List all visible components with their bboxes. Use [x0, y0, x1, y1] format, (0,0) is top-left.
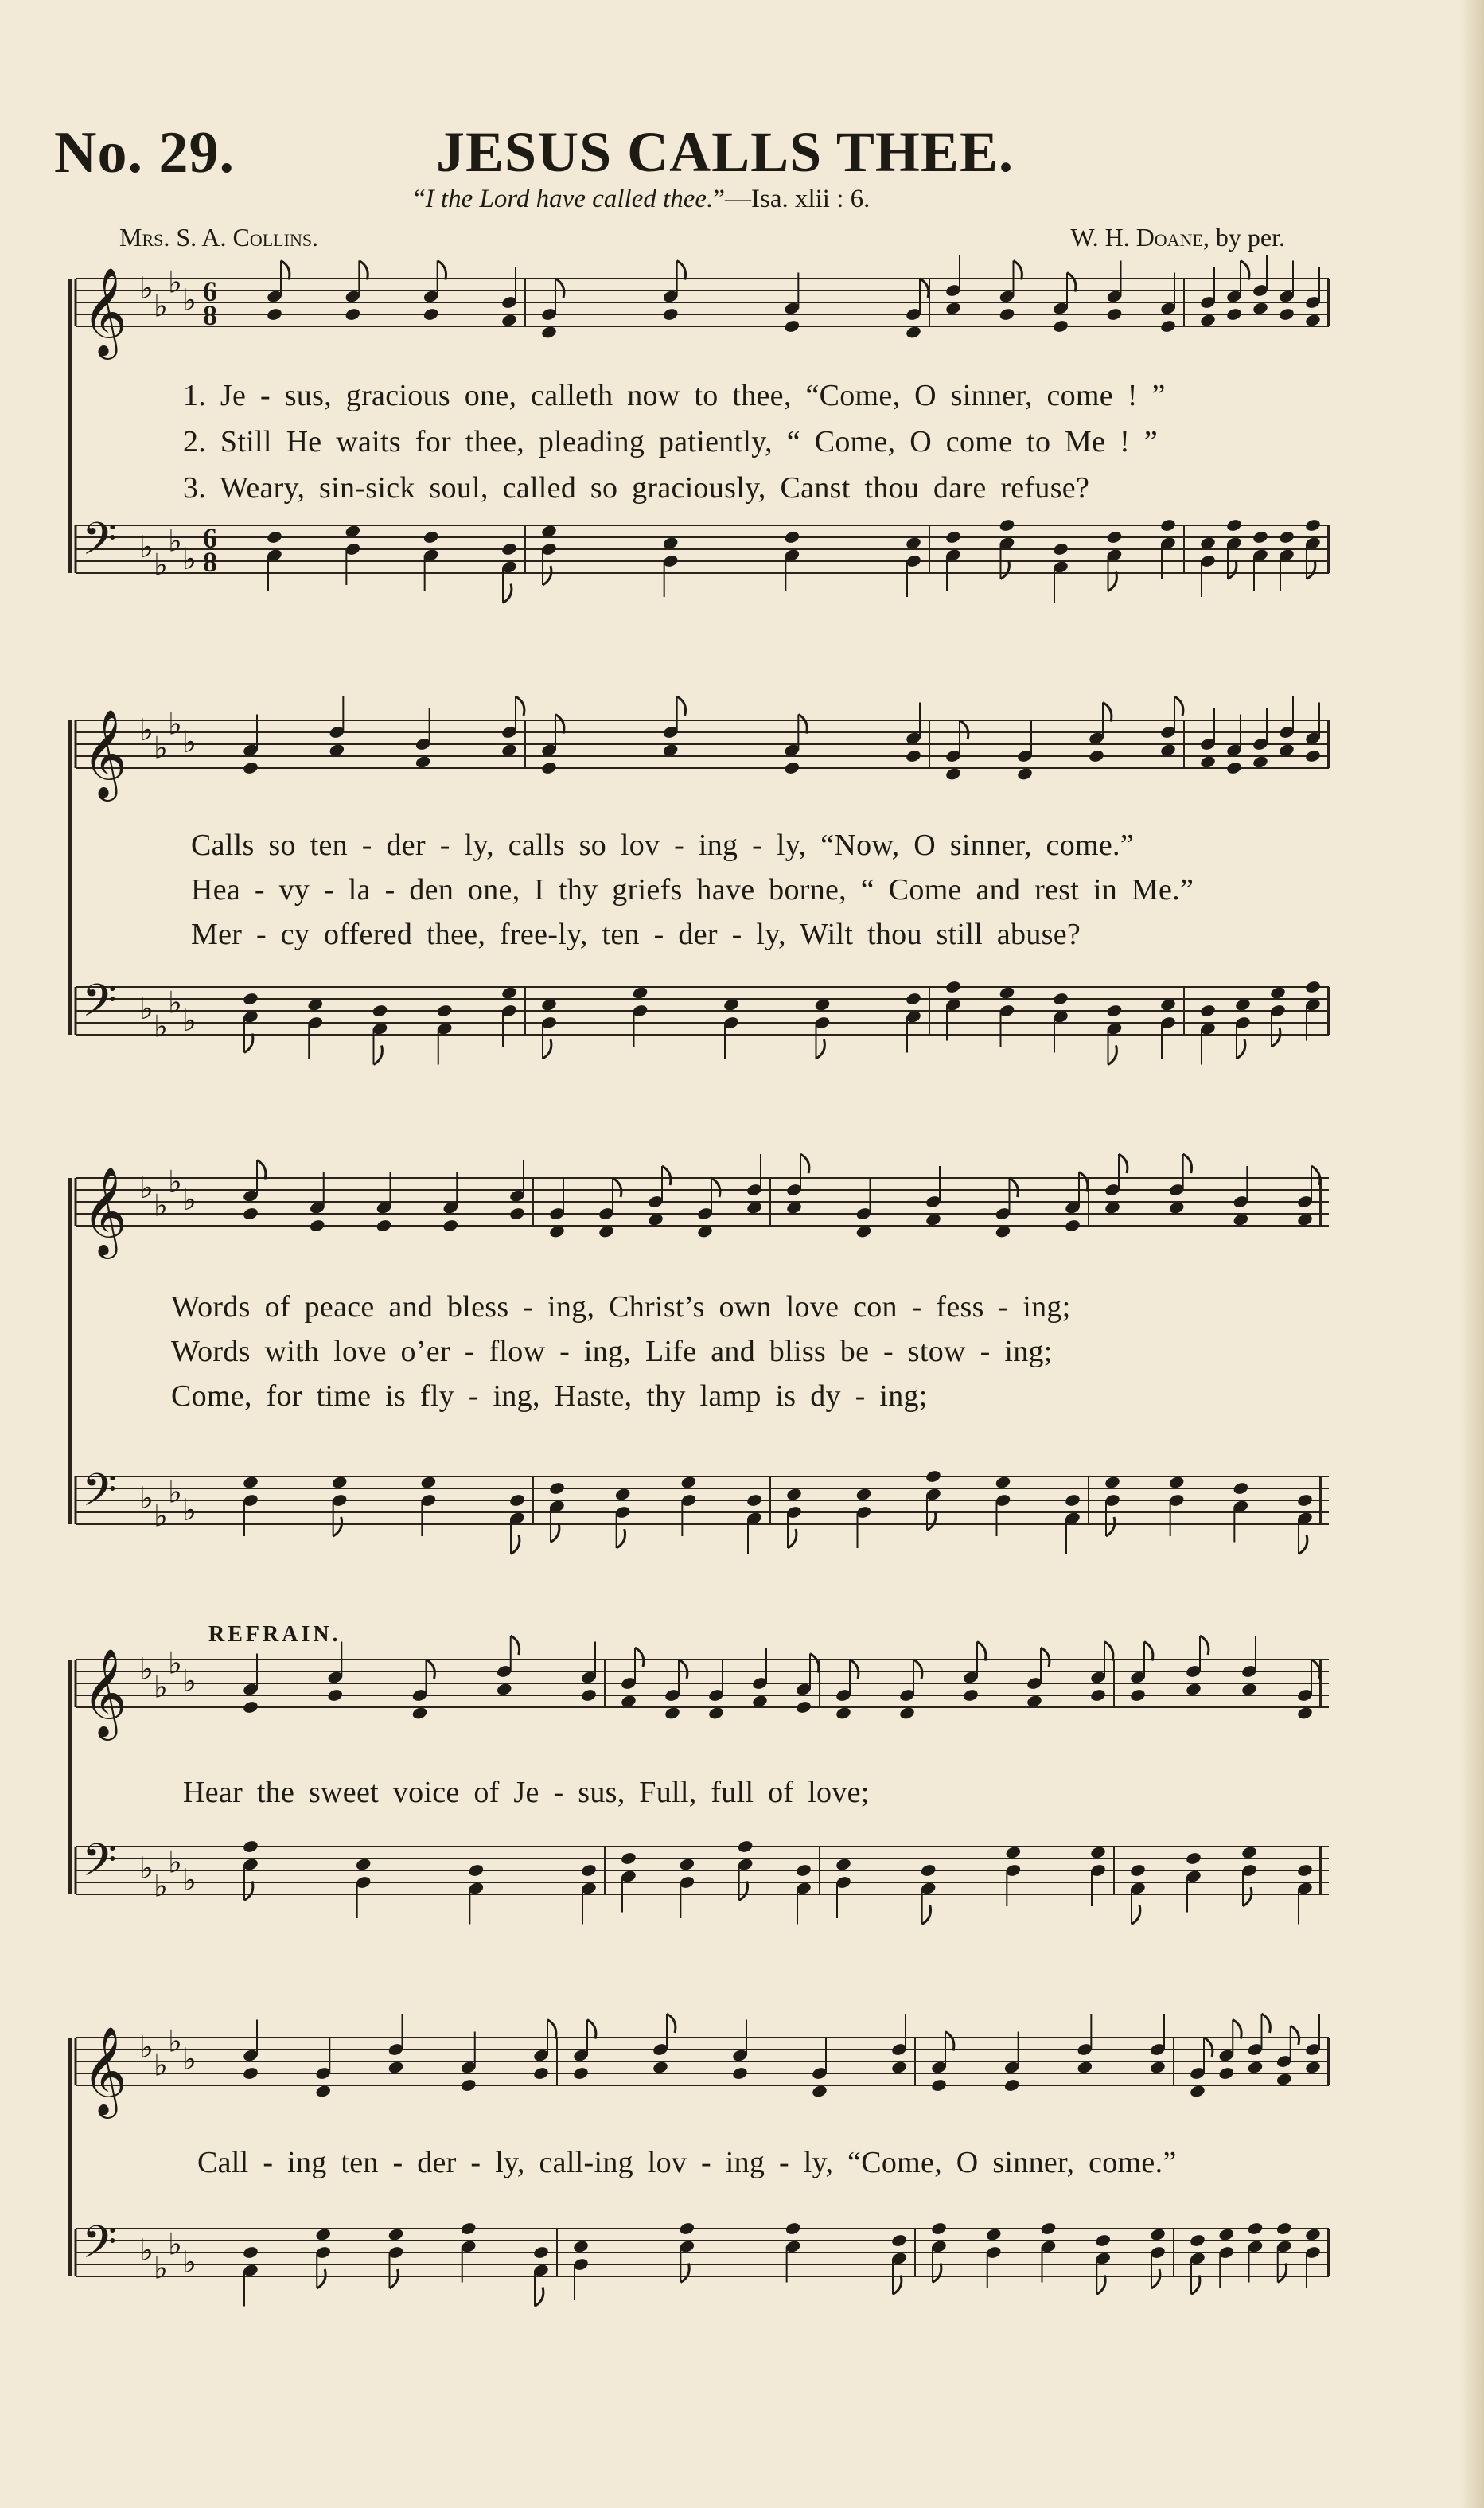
note-head	[890, 2060, 907, 2074]
lyric-line: Hear the sweet voice of Je - sus, Full, full of love;	[183, 1776, 870, 1809]
note-head	[1149, 2060, 1166, 2074]
bass-clef-icon: 𝄢	[82, 1835, 117, 1898]
flat-sign-icon: ♭	[168, 708, 182, 742]
note-head	[572, 2066, 589, 2081]
flat-sign-icon: ♭	[168, 1647, 182, 1681]
composer-note: by per.	[1215, 223, 1285, 252]
flat-sign-icon: ♭	[154, 548, 168, 583]
flat-sign-icon: ♭	[154, 2252, 168, 2286]
flat-sign-icon: ♭	[182, 1864, 197, 1898]
note-flag	[1291, 2026, 1299, 2045]
note-flag	[390, 2269, 399, 2288]
flat-sign-icon: ♭	[139, 1172, 154, 1205]
note-head	[1149, 2227, 1166, 2241]
note-head	[1247, 2060, 1264, 2074]
note-head	[1040, 2221, 1057, 2236]
note-head	[532, 2245, 549, 2260]
time-signature-top: 6	[203, 275, 217, 307]
note-head	[242, 2066, 259, 2081]
lyric-line: Come, for time is fly - ing, Haste, thy lamp is dy - ing;	[171, 1379, 928, 1413]
flat-sign-icon: ♭	[182, 284, 197, 318]
note-flag	[1262, 2014, 1271, 2033]
note-head	[1218, 2227, 1235, 2241]
lyric-line: Mer - cy offered thee, free-ly, ten - der - ly, Wilt thou still abuse?	[191, 918, 1081, 951]
time-signature-bottom: 8	[203, 546, 217, 578]
hymn-number: No. 29.	[54, 120, 235, 185]
note-head	[890, 2233, 907, 2248]
flat-sign-icon: ♭	[154, 2049, 168, 2083]
note-head	[242, 2245, 259, 2260]
note-flag	[1278, 2264, 1287, 2283]
flat-sign-icon: ♭	[182, 1665, 197, 1699]
bass-clef-icon: 𝄢	[82, 1465, 117, 1527]
note-head	[1189, 2233, 1206, 2248]
flat-sign-icon: ♭	[182, 1004, 197, 1038]
epigraph: “I the Lord have called thee.”—Isa. xlii : 6.	[414, 185, 871, 213]
flat-sign-icon: ♭	[168, 986, 182, 1020]
hymn-title: JESUS CALLS THEE.	[436, 120, 1014, 184]
note-head	[388, 2060, 404, 2074]
lyric-line: Hea - vy - la - den one, I thy griefs have borne, “ Come and rest in Me.”	[191, 873, 1194, 907]
note-flag	[680, 2264, 689, 2283]
epigraph-reference: —Isa. xlii : 6.	[724, 185, 871, 213]
flat-sign-icon: ♭	[168, 525, 182, 559]
flat-sign-icon: ♭	[154, 290, 168, 324]
note-head	[460, 2078, 477, 2093]
flat-sign-icon: ♭	[139, 2031, 154, 2065]
lyric-line: Words with love o’er - flow - ing, Life and bliss be - stow - ing;	[171, 1335, 1053, 1368]
treble-staff	[76, 2014, 1329, 2119]
flat-sign-icon: ♭	[154, 1010, 168, 1044]
note-flag	[587, 2020, 596, 2039]
bass-staff	[76, 2217, 1329, 2307]
flat-sign-icon: ♭	[154, 1671, 168, 1705]
note-flag	[1204, 2038, 1213, 2057]
composer-name: W. H. Doane,	[1070, 223, 1209, 252]
treble-clef-icon: 𝄞	[82, 2026, 127, 2115]
flat-sign-icon: ♭	[154, 1189, 168, 1223]
flat-sign-icon: ♭	[182, 543, 197, 576]
note-flag	[945, 2032, 954, 2051]
note-head	[1247, 2221, 1264, 2236]
flat-sign-icon: ♭	[154, 1870, 168, 1904]
lyricist-credit: Mrs. S. A. Collins.	[119, 223, 319, 252]
note-head	[1077, 2060, 1093, 2074]
note-head	[1189, 2084, 1206, 2098]
note-flag	[547, 2020, 556, 2039]
note-head	[572, 2239, 589, 2253]
flat-sign-icon: ♭	[168, 1846, 182, 1880]
flat-sign-icon: ♭	[182, 2246, 197, 2280]
note-head	[1276, 2221, 1292, 2236]
time-signature-bottom: 8	[203, 299, 217, 331]
bass-clef-icon: 𝄢	[82, 975, 117, 1038]
note-flag	[1151, 2269, 1160, 2288]
treble-clef-icon: 𝄞	[82, 1648, 127, 1737]
note-flag	[317, 2269, 325, 2288]
note-flag	[1233, 2020, 1241, 2039]
treble-clef-icon: 𝄞	[82, 267, 127, 356]
flat-sign-icon: ♭	[168, 1165, 182, 1199]
treble-clef-icon: 𝄞	[82, 1166, 127, 1255]
flat-sign-icon: ♭	[139, 714, 154, 747]
note-head	[1304, 2227, 1321, 2241]
note-head	[930, 2221, 947, 2236]
lyric-line: Calls so ten - der - ly, calls so lov - ing - ly, “Now, O sinner, come.”	[191, 829, 1135, 862]
note-flag	[1191, 2276, 1200, 2295]
refrain-label: REFRAIN.	[208, 1622, 341, 1647]
note-head	[811, 2084, 828, 2098]
bass-clef-icon: 𝄢	[82, 513, 117, 576]
note-head	[1095, 2233, 1112, 2248]
flat-sign-icon: ♭	[182, 1494, 197, 1527]
page-edge	[1460, 0, 1484, 2508]
flat-sign-icon: ♭	[139, 1653, 154, 1687]
time-signature-top: 6	[203, 522, 217, 554]
flat-sign-icon: ♭	[168, 1476, 182, 1510]
treble-clef-icon: 𝄞	[82, 708, 127, 798]
note-head	[1276, 2072, 1292, 2086]
note-head	[388, 2227, 404, 2241]
lyric-line: Call - ing ten - der - ly, call-ing lov - ing - ly, “Come, O sinner, come.”	[197, 2146, 1177, 2179]
flat-sign-icon: ♭	[139, 531, 154, 564]
note-head	[785, 2221, 801, 2236]
flat-sign-icon: ♭	[139, 2234, 154, 2268]
note-flag	[893, 2276, 902, 2295]
flat-sign-icon: ♭	[154, 731, 168, 766]
lyric-line: 3. Weary, sin-sick soul, called so graciously, Canst thou dare refuse?	[183, 471, 1090, 505]
note-flag	[933, 2264, 941, 2283]
bass-clef-icon: 𝄢	[82, 2217, 117, 2280]
note-head	[652, 2060, 668, 2074]
lyric-line: 1. Je - sus, gracious one, calleth now to thee, “Come, O sinner, come ! ”	[183, 379, 1166, 412]
lyric-line: 2. Still He waits for thee, pleading patiently, “ Come, O come to Me ! ”	[183, 425, 1159, 458]
note-head	[1003, 2078, 1020, 2093]
system-5-notation	[56, 0, 1408, 2508]
flat-sign-icon: ♭	[182, 2043, 197, 2077]
flat-sign-icon: ♭	[168, 266, 182, 300]
note-flag	[1096, 2276, 1105, 2295]
note-head	[460, 2221, 477, 2236]
flat-sign-icon: ♭	[139, 1852, 154, 1886]
note-head	[1304, 2060, 1321, 2074]
note-head	[679, 2221, 695, 2236]
note-flag	[535, 2288, 543, 2307]
lyric-line: Words of peace and bless - ing, Christ’s own love con - fess - ing;	[171, 1290, 1071, 1324]
flat-sign-icon: ♭	[139, 1482, 154, 1515]
note-head	[315, 2084, 332, 2098]
note-head	[1218, 2066, 1235, 2081]
note-flag	[667, 2014, 676, 2033]
epigraph-quote: I the Lord have called thee.	[425, 185, 714, 213]
flat-sign-icon: ♭	[154, 1500, 168, 1534]
flat-sign-icon: ♭	[139, 993, 154, 1026]
flat-sign-icon: ♭	[182, 1184, 197, 1217]
flat-sign-icon: ♭	[139, 272, 154, 306]
flat-sign-icon: ♭	[168, 2025, 182, 2059]
note-head	[731, 2066, 748, 2081]
note-head	[315, 2227, 332, 2241]
note-head	[532, 2066, 549, 2081]
note-head	[985, 2227, 1002, 2241]
flat-sign-icon: ♭	[168, 2228, 182, 2262]
note-head	[930, 2078, 947, 2093]
flat-sign-icon: ♭	[182, 726, 197, 759]
